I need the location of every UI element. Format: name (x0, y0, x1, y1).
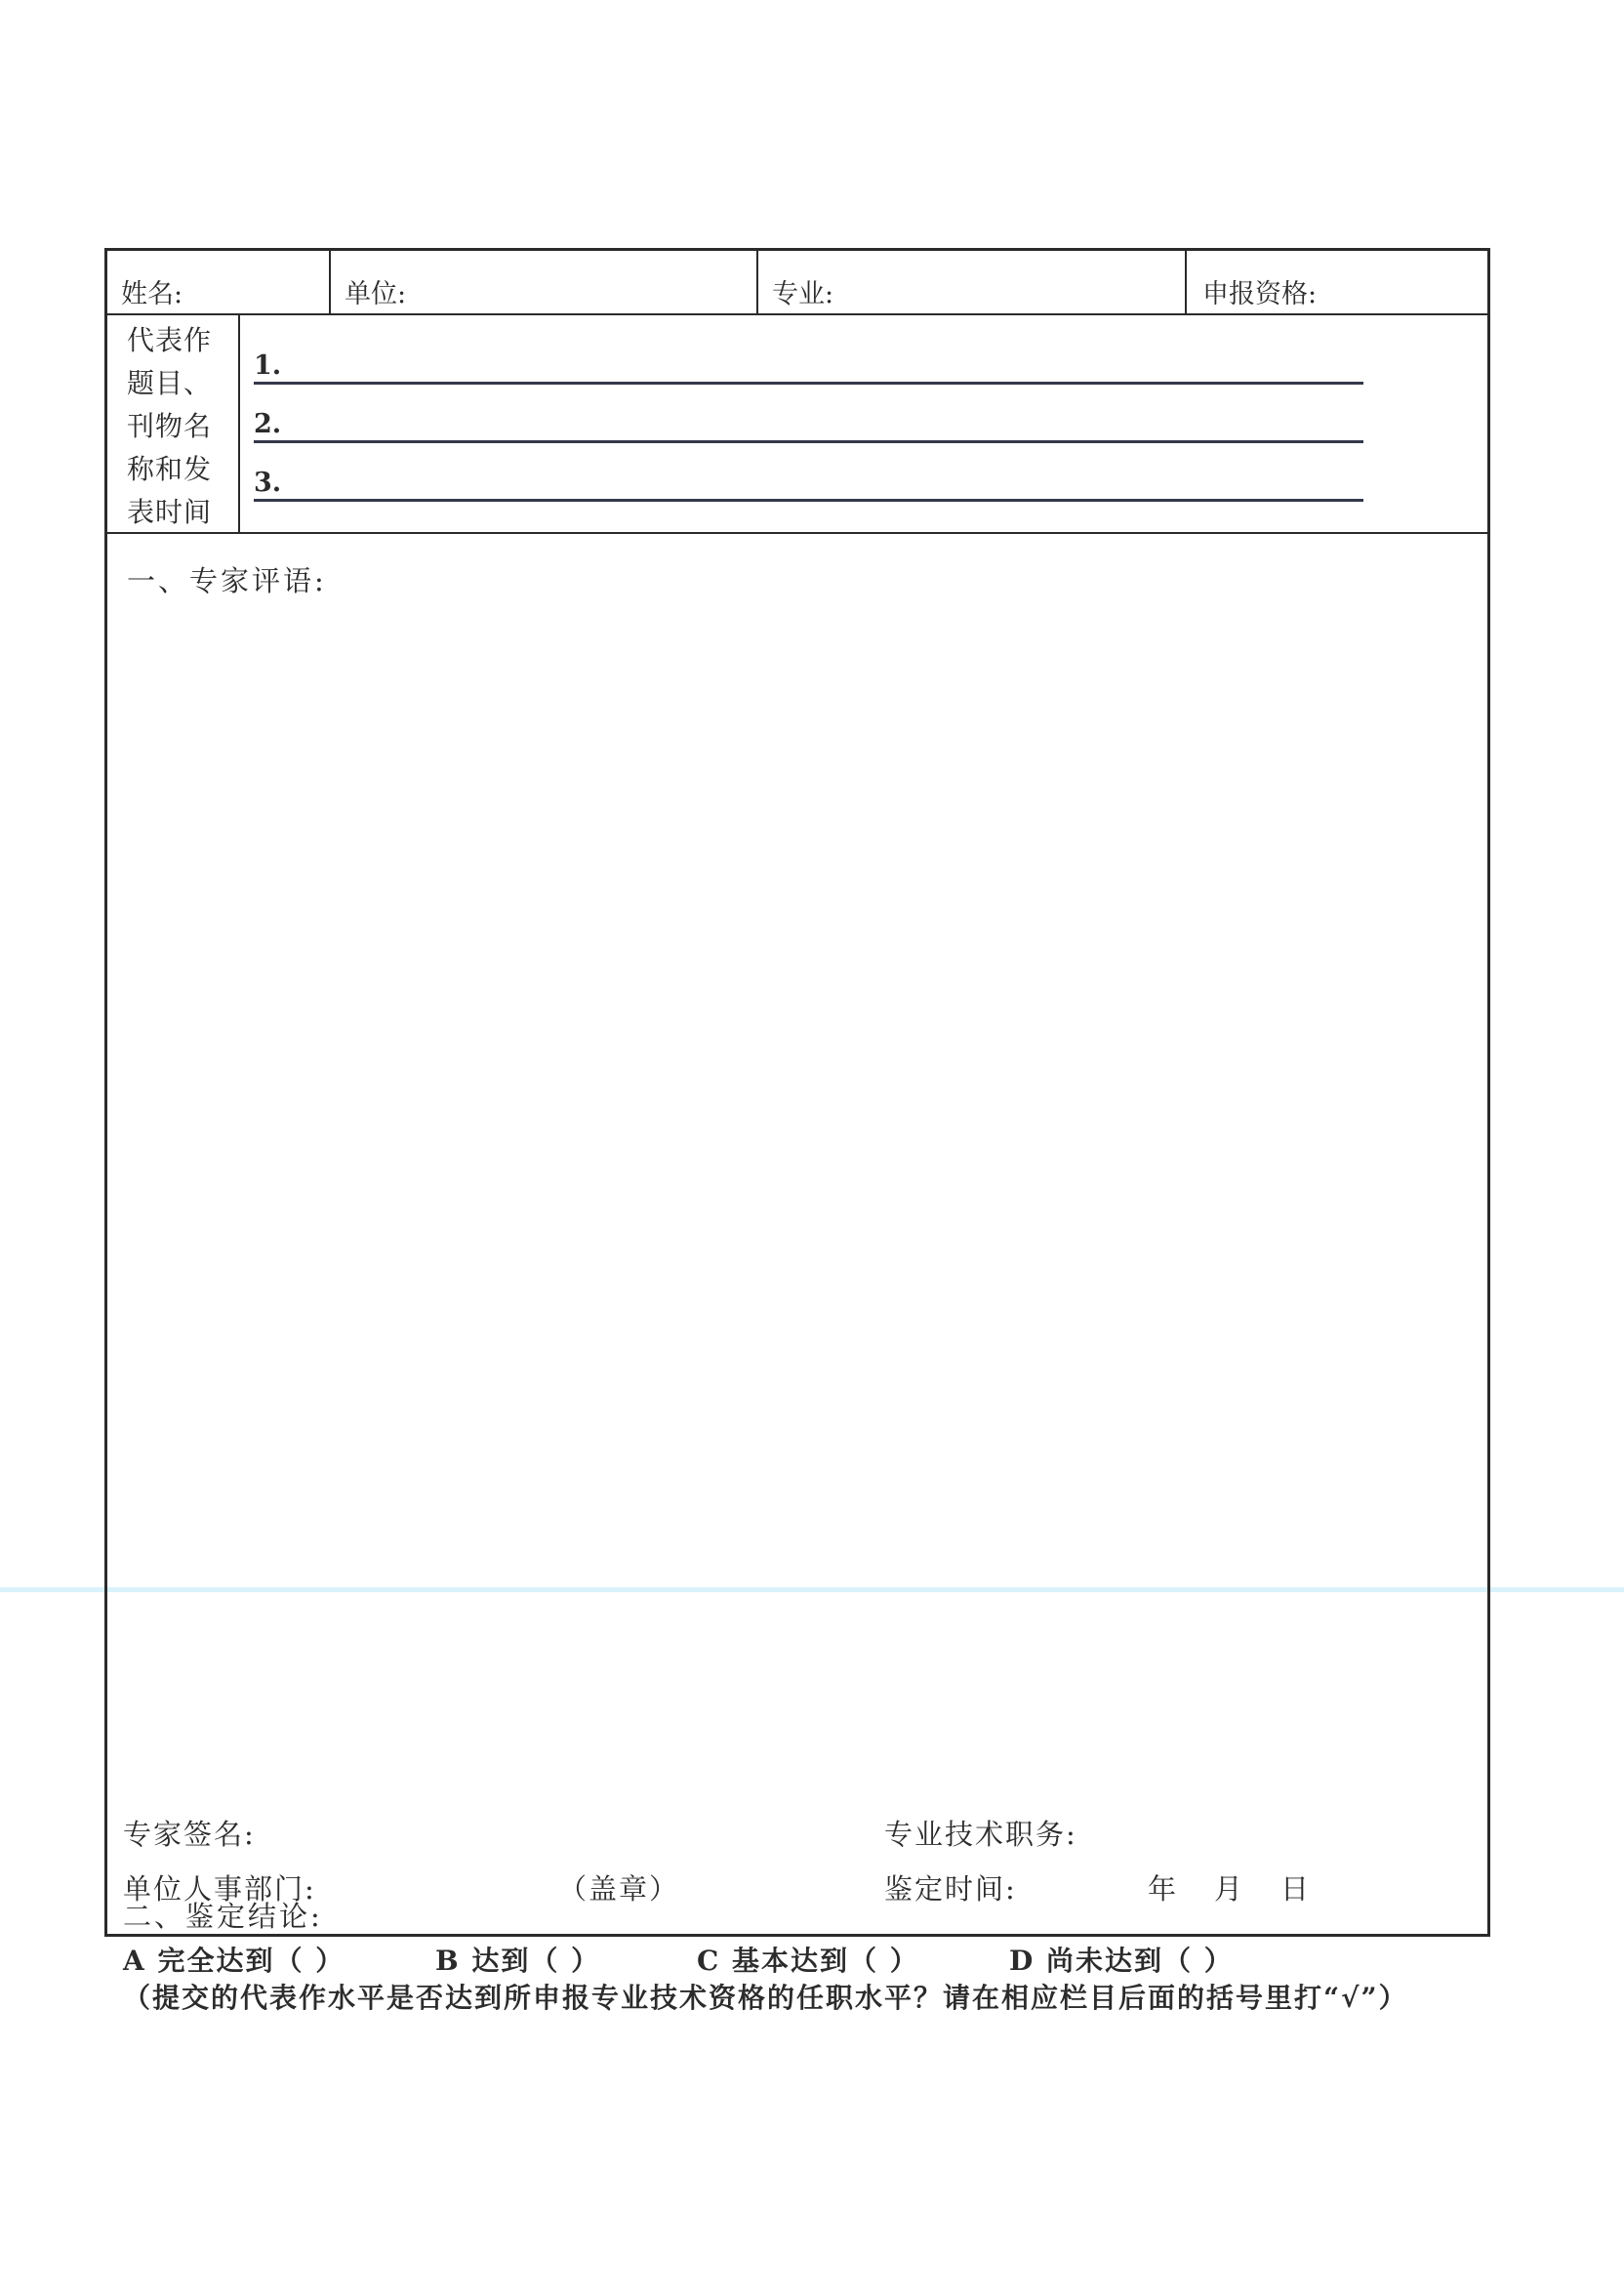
work-entry-3[interactable] (254, 462, 1363, 511)
year-label: 年 (1148, 1872, 1179, 1906)
month-label: 月 (1214, 1872, 1245, 1906)
hr-department-label[interactable]: 单位人事部门: (123, 1872, 316, 1906)
option-c[interactable]: C 基本达到（ ） (697, 1945, 919, 1977)
applicant-info-row (107, 251, 1487, 315)
expert-review-form (104, 248, 1490, 2014)
work-number: 3. (254, 468, 282, 498)
professional-title-label[interactable]: 专业技术职务: (884, 1818, 1077, 1851)
works-label-line: 题目、 (127, 367, 213, 399)
expert-signature-label[interactable]: 专家签名: (123, 1818, 256, 1851)
representative-works-row (107, 315, 1487, 534)
appraisal-date-label[interactable]: 鉴定时间: (884, 1872, 1017, 1906)
work-underline (254, 440, 1363, 443)
conclusion-note: （提交的代表作水平是否达到所申报专业技术资格的任职水平？请在相应栏目后面的括号里打“√”） (123, 1982, 1408, 2014)
major-cell[interactable] (758, 251, 1187, 313)
day-label: 日 (1280, 1872, 1312, 1906)
works-label-line: 称和发 (127, 453, 213, 485)
name-cell[interactable] (107, 251, 331, 313)
conclusion-title: 二、鉴定结论: (123, 1900, 323, 1933)
work-entry-1[interactable] (254, 345, 1363, 393)
works-label-line: 表时间 (127, 496, 213, 528)
seal-label: （盖章） (558, 1872, 680, 1906)
expert-comments-title: 一、专家评语: (127, 564, 327, 597)
major-label: 专业: (772, 279, 834, 309)
work-number: 2. (254, 409, 282, 439)
unit-label: 单位: (345, 279, 407, 309)
work-entry-2[interactable] (254, 403, 1363, 452)
work-underline (254, 499, 1363, 502)
works-label-line: 刊物名 (127, 410, 213, 442)
works-label-line: 代表作 (127, 324, 213, 356)
option-d[interactable]: D 尚未达到（ ） (1009, 1945, 1234, 1977)
option-b[interactable]: B 达到（ ） (435, 1945, 601, 1977)
work-underline (254, 382, 1363, 385)
qualification-cell[interactable] (1187, 251, 1487, 313)
qualification-label: 申报资格: (1202, 279, 1318, 309)
unit-cell[interactable] (331, 251, 758, 313)
works-label-cell (107, 315, 240, 532)
name-label: 姓名: (121, 279, 183, 309)
option-a[interactable]: A 完全达到（ ） (123, 1945, 345, 1977)
work-number: 1. (254, 350, 282, 381)
